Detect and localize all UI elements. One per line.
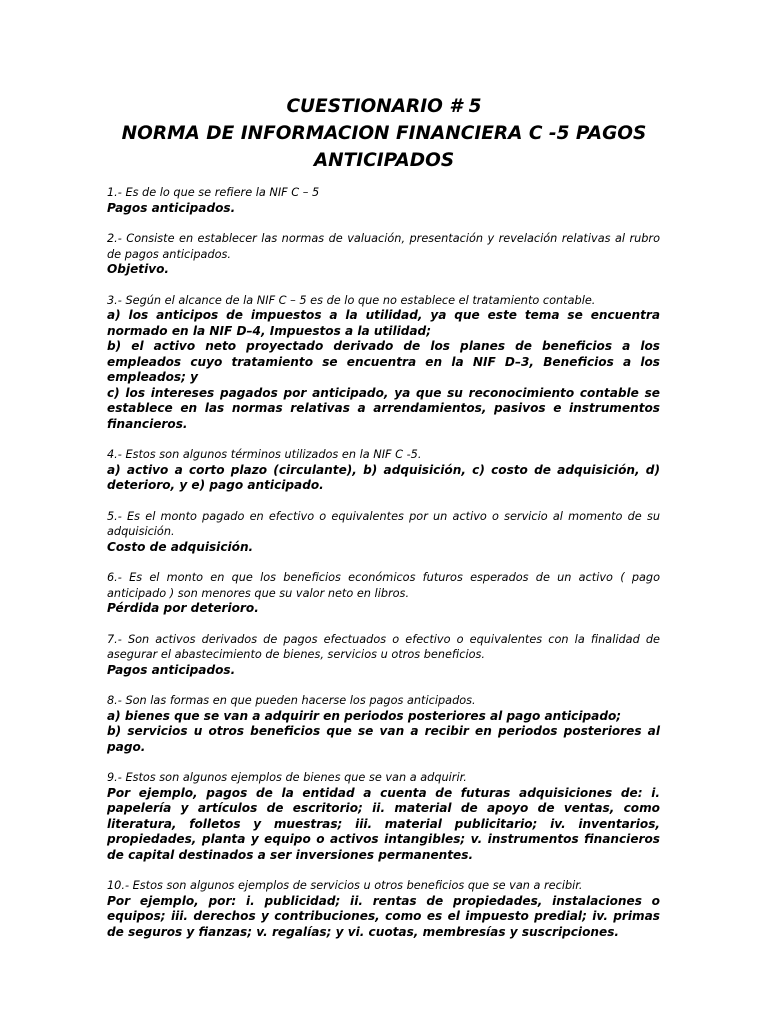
questionnaire-body (107, 185, 660, 955)
answer-text: Pagos anticipados. (107, 662, 236, 677)
question-item-8 (107, 693, 660, 755)
answer-text: c) los intereses pagados por anticipado, ya que su reconocimiento contable se establece en las normas relativas a arrendamientos, pasivos e instrumentos financieros. (107, 385, 660, 431)
question-item-7 (107, 632, 660, 679)
question-item-3 (107, 293, 660, 433)
question-text: 9.- Estos son algunos ejemplos de bienes que se van a adquirir. (107, 771, 467, 784)
question-text: 6.- Es el monto en que los beneficios económicos futuros esperados de un activo ( pago anticipado ) son menores que su valor neto en libros. (107, 571, 660, 600)
question-text: 10.- Estos son algunos ejemplos de servicios u otros beneficios que se van a recibir. (107, 879, 583, 892)
question-item-6 (107, 570, 660, 617)
answer-text: Pérdida por deterioro. (107, 601, 259, 615)
answer-text: a) activo a corto plazo (circulante), b) adquisición, c) costo de adquisición, d) deterioro, y e) pago anticipado. (107, 462, 660, 492)
question-item-10 (107, 878, 660, 940)
title-line-1: CUESTIONARIO # 5 (286, 96, 482, 117)
question-item-2 (107, 231, 660, 278)
question-text: 3.- Según el alcance de la NIF C – 5 es de lo que no establece el tratamiento contable. (107, 293, 596, 307)
answer-text: Por ejemplo, por: i. publicidad; ii. rentas de propiedades, instalaciones o equipos; iii. derechos y contribuciones, como es el impuesto predial; iv. primas de seguros y fianzas; v. regalías; y vi. cuotas, membresías y suscripciones. (107, 893, 660, 939)
question-text: 7.- Son activos derivados de pagos efectuados o efectivo o equivalentes con la finalidad de asegurar el abastecimiento de bienes, servicios u otros beneficios. (107, 632, 660, 661)
question-item-1 (107, 185, 660, 216)
answer-text: b) servicios u otros beneficios que se van a recibir en periodos posteriores al pago. (107, 724, 660, 754)
question-item-5 (107, 509, 660, 556)
question-text: 8.- Son las formas en que pueden hacerse los pagos anticipados. (107, 694, 476, 707)
answer-text: Por ejemplo, pagos de la entidad a cuenta de futuras adquisiciones de: i. papelería y artículos de escritorio; ii. material de apoyo de ventas, como literatura, folletos y muestras; iii. material publicitario; iv. inventarios, propiedades, planta y equipo o activos intangibles; v. instrumentos financieros de capital destinados a ser inversiones permanentes. (107, 785, 660, 862)
answer-text: a) bienes que se van a adquirir en periodos posteriores al pago anticipado; (107, 708, 622, 723)
answer-text: Objetivo. (107, 262, 169, 276)
question-text: 2.- Consiste en establecer las normas de valuación, presentación y revelación relativas al rubro de pagos anticipados. (107, 232, 660, 261)
question-item-9 (107, 770, 660, 863)
answer-text: b) el activo neto proyectado derivado de los planes de beneficios a los empleados cuyo tratamiento se encuentra en la NIF D–3, Beneficios a los empleados; y (107, 339, 660, 384)
answer-text: Pagos anticipados. (107, 200, 236, 215)
question-text: 4.- Estos son algunos términos utilizados en la NIF C -5. (107, 448, 422, 461)
answer-text: a) los anticipos de impuestos a la utilidad, ya que este tema se encuentra normado en la NIF D–4, Impuestos a la utilidad; (107, 308, 660, 338)
question-text: 5.- Es el monto pagado en efectivo o equivalentes por un activo o servicio al momento de su adquisición. (107, 509, 660, 538)
question-item-4 (107, 447, 660, 494)
question-text: 1.- Es de lo que se refiere la NIF C – 5 (107, 186, 320, 199)
answer-text: Costo de adquisición. (107, 539, 254, 554)
document-title (100, 93, 668, 174)
title-line-2: NORMA DE INFORMACION FINANCIERA C -5 PAGOS (121, 123, 647, 144)
title-line-3: ANTICIPADOS (313, 150, 455, 171)
